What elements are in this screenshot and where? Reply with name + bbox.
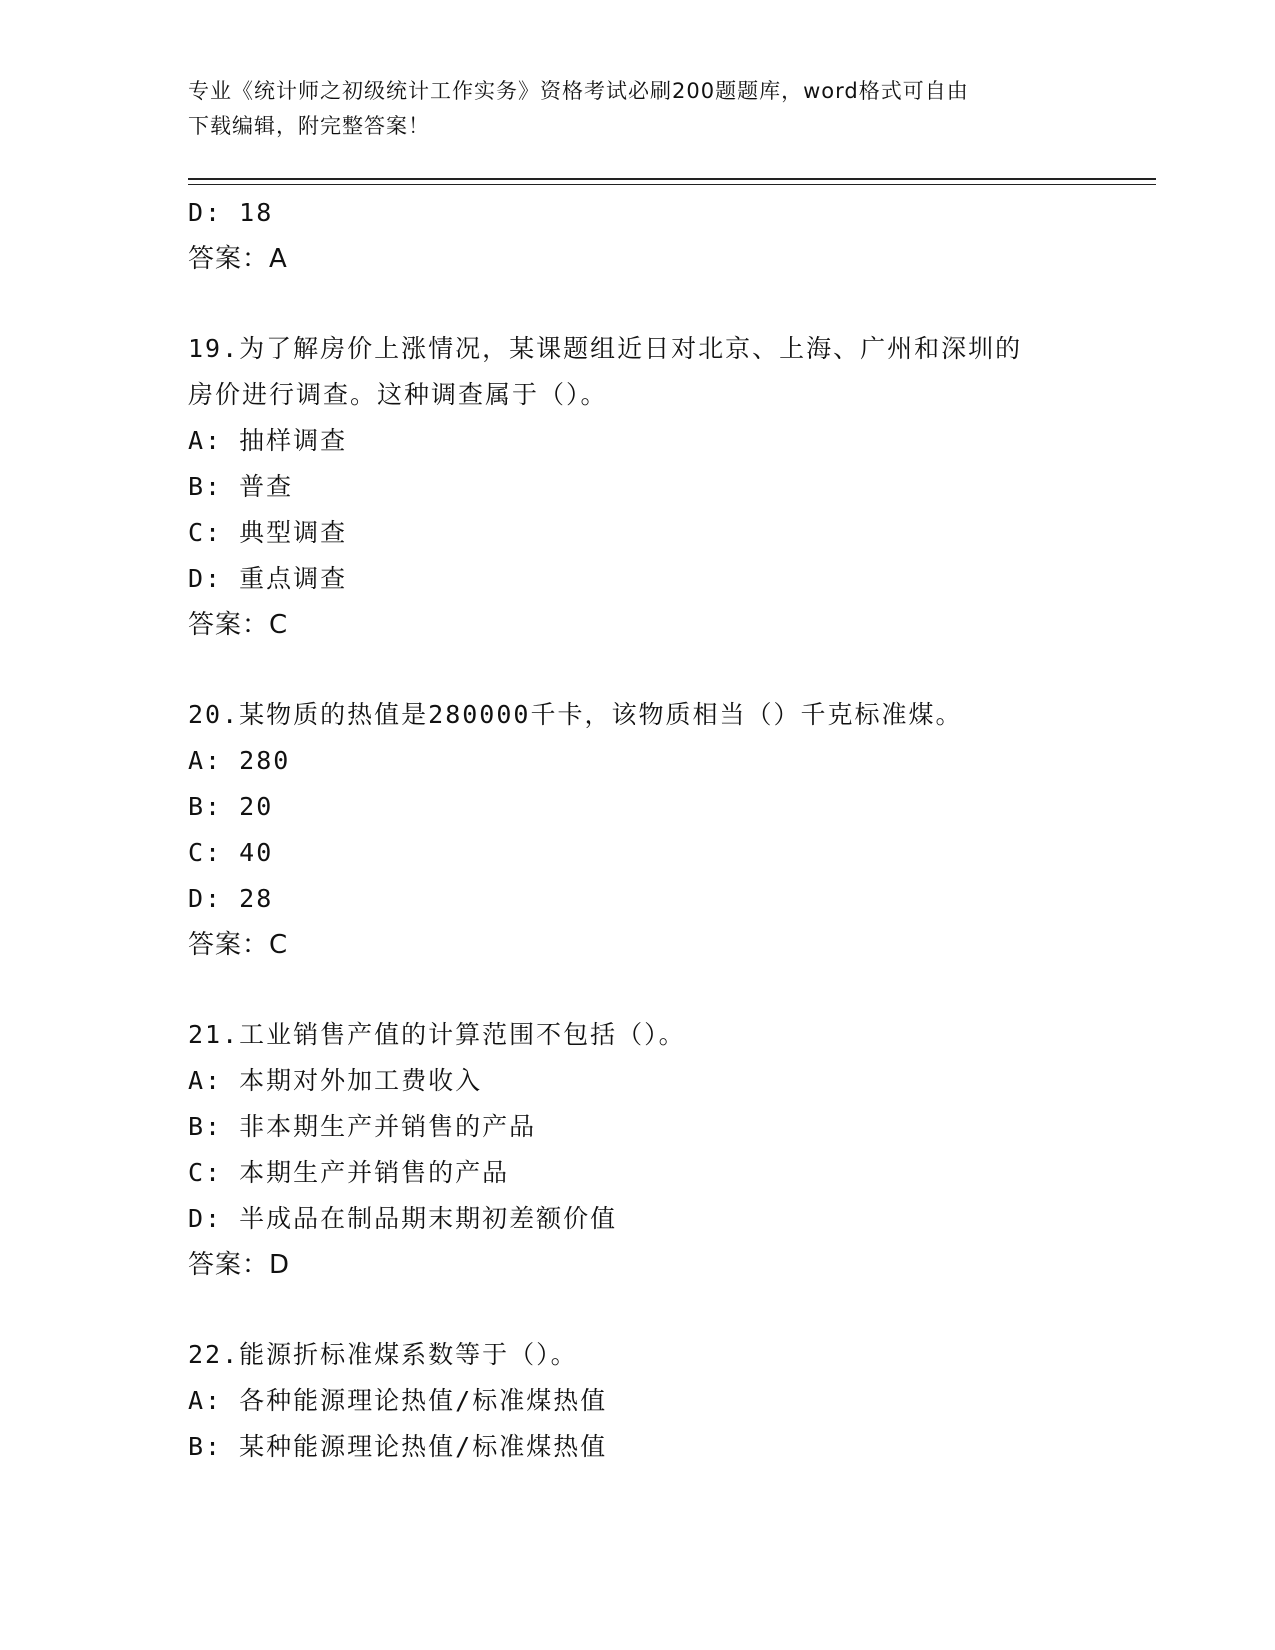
- answer: 答案：C: [188, 930, 289, 960]
- option-c: C: 典型调查: [188, 518, 348, 547]
- option-b: B: 非本期生产并销售的产品: [188, 1112, 537, 1141]
- answer: 答案：C: [188, 610, 289, 640]
- option-a: A: 抽样调查: [188, 426, 348, 455]
- option-d: D: 18: [188, 198, 274, 227]
- question-stem: 20.某物质的热值是280000千卡，该物质相当（）千克标准煤。: [188, 700, 963, 729]
- option-b: B: 普查: [188, 472, 294, 501]
- header-divider-thick: [188, 178, 1156, 180]
- header-line-1: 专业《统计师之初级统计工作实务》资格考试必刷200题题库，word格式可自由: [188, 79, 969, 103]
- question-stem-continued: 房价进行调查。这种调查属于（）。: [188, 380, 608, 409]
- question-21: [188, 1012, 1148, 1288]
- option-d: D: 半成品在制品期末期初差额价值: [188, 1204, 618, 1233]
- answer: 答案：D: [188, 1250, 291, 1280]
- document-header: [188, 74, 1088, 144]
- answer: 答案：A: [188, 244, 288, 274]
- question-22: [188, 1332, 1148, 1470]
- header-line-2: 下载编辑，附完整答案！: [188, 114, 430, 138]
- option-b: B: 某种能源理论热值/标准煤热值: [188, 1432, 608, 1461]
- option-a: A: 各种能源理论热值/标准煤热值: [188, 1386, 608, 1415]
- option-c: C: 本期生产并销售的产品: [188, 1158, 510, 1187]
- question-stem: 21.工业销售产值的计算范围不包括（）。: [188, 1020, 686, 1049]
- question-stem: 19.为了解房价上涨情况，某课题组近日对北京、上海、广州和深圳的: [188, 334, 1023, 363]
- option-a: A: 280: [188, 746, 291, 775]
- option-c: C: 40: [188, 838, 274, 867]
- header-divider-thin: [188, 184, 1156, 185]
- question-19: [188, 326, 1148, 648]
- question-18-tail: [188, 190, 1148, 282]
- option-d: D: 重点调查: [188, 564, 348, 593]
- option-b: B: 20: [188, 792, 274, 821]
- question-list: [188, 190, 1148, 1470]
- option-d: D: 28: [188, 884, 274, 913]
- option-a: A: 本期对外加工费收入: [188, 1066, 483, 1095]
- question-20: [188, 692, 1148, 968]
- question-stem: 22.能源折标准煤系数等于（）。: [188, 1340, 578, 1369]
